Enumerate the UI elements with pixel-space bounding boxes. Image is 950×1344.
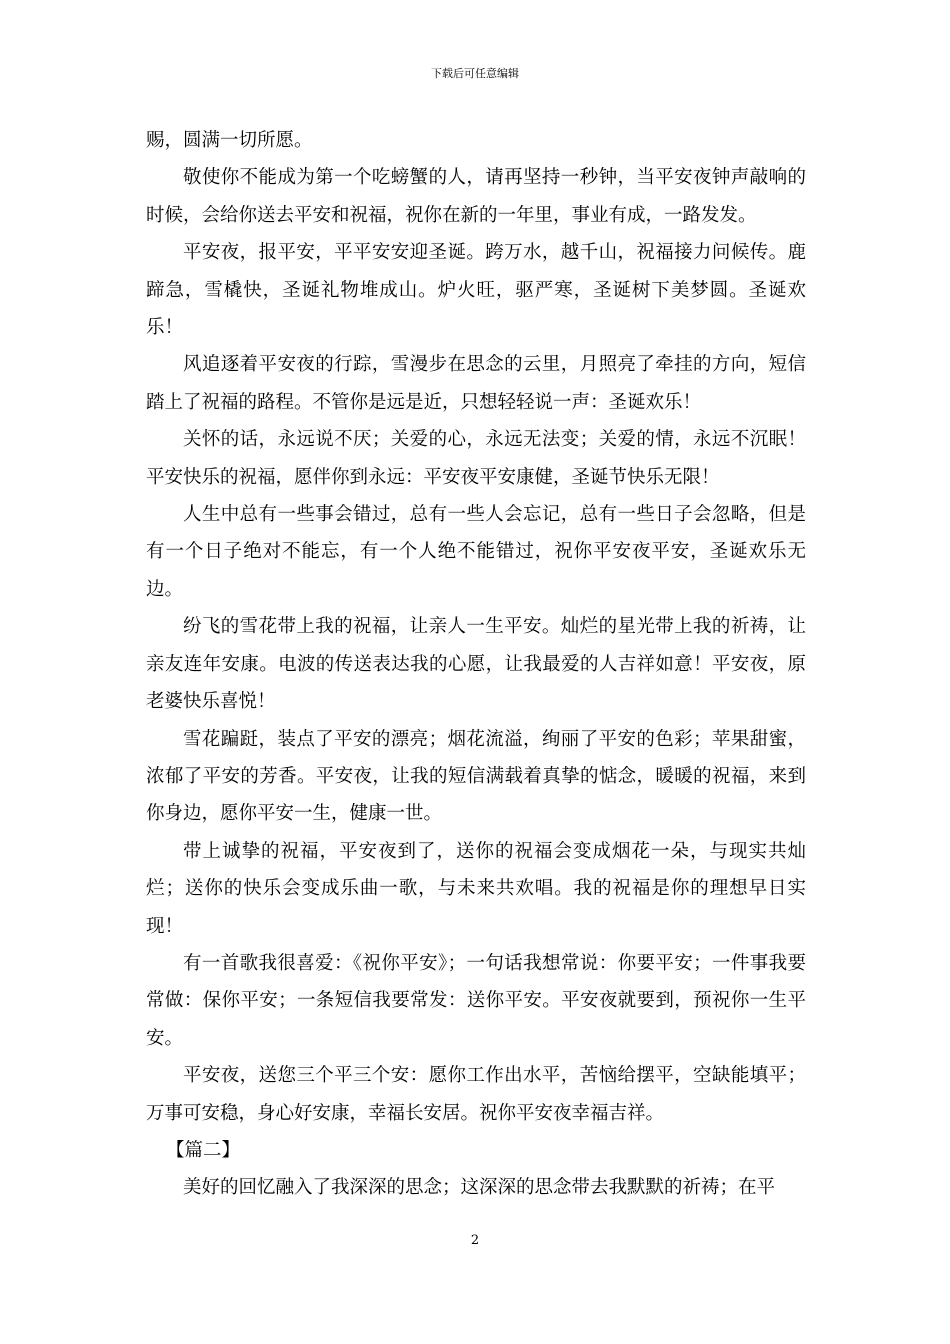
paragraph: 风追逐着平安夜的行踪，雪漫步在思念的云里，月照亮了牵挂的方向，短信踏上了祝福的路程。不管你是远是近，只想轻轻说一声：圣诞欢乐！ bbox=[146, 354, 806, 413]
page-number: 2 bbox=[470, 1233, 480, 1248]
paragraph: 平安夜，送您三个平三个安：愿你工作出水平，苦恼给摆平，空缺能填平；万事可安稳，身心好安康，幸福长安居。祝你平安夜幸福吉祥。 bbox=[146, 1065, 806, 1124]
page-header: 下载后可任意编辑 bbox=[431, 67, 519, 80]
paragraph: 美好的回忆融入了我深深的思念；这深深的思念带去我默默的祈祷；在平 bbox=[183, 1177, 776, 1199]
paragraph: 关怀的话，永远说不厌；关爱的心，永远无法变；关爱的情，永远不沉眠！平安快乐的祝福，愿伴你到永远：平安夜平安康健，圣诞节快乐无限！ bbox=[146, 429, 806, 488]
section-title: 【篇二】 bbox=[166, 1139, 241, 1161]
paragraph-continuation: 赐，圆满一切所愿。 bbox=[146, 130, 313, 151]
paragraph: 人生中总有一些事会错过，总有一些人会忘记，总有一些日子会忽略，但是有一个日子绝对不能忘，有一个人绝不能错过，祝你平安夜平安，圣诞欢乐无边。 bbox=[146, 504, 806, 600]
paragraph: 有一首歌我很喜爱：《祝你平安》；一句话我想常说：你要平安；一件事我要常做：保你平安；一条短信我要常发：送你平安。平安夜就要到，预祝你一生平安。 bbox=[146, 952, 806, 1049]
paragraph: 雪花蹁跹，装点了平安的漂亮；烟花流溢，绚丽了平安的色彩；苹果甜蜜，浓郁了平安的芳香。平安夜，让我的短信满载着真挚的惦念，暖暖的祝福，来到你身边，愿你平安一生，健康一世。 bbox=[146, 728, 806, 825]
paragraph: 带上诚挚的祝福，平安夜到了，送你的祝福会变成烟花一朵，与现实共灿烂；送你的快乐会变成乐曲一歌，与未来共欢唱。我的祝福是你的理想早日实现！ bbox=[146, 840, 806, 937]
document-body bbox=[146, 122, 806, 1207]
paragraph: 平安夜，报平安，平平安安迎圣诞。跨万水，越千山，祝福接力问候传。鹿蹄急，雪橇快，圣诞礼物堆成山。炉火旺，驱严寒，圣诞树下美梦圆。圣诞欢乐！ bbox=[146, 242, 806, 339]
paragraph: 敬使你不能成为第一个吃螃蟹的人，请再坚持一秒钟，当平安夜钟声敲响的时候，会给你送去平安和祝福，祝你在新的一年里，事业有成，一路发发。 bbox=[146, 167, 806, 226]
paragraph: 纷飞的雪花带上我的祝福，让亲人一生平安。灿烂的星光带上我的祈祷，让亲友连年安康。电波的传送表达我的心愿，让我最爱的人吉祥如意！平安夜，原老婆快乐喜悦！ bbox=[146, 616, 806, 713]
